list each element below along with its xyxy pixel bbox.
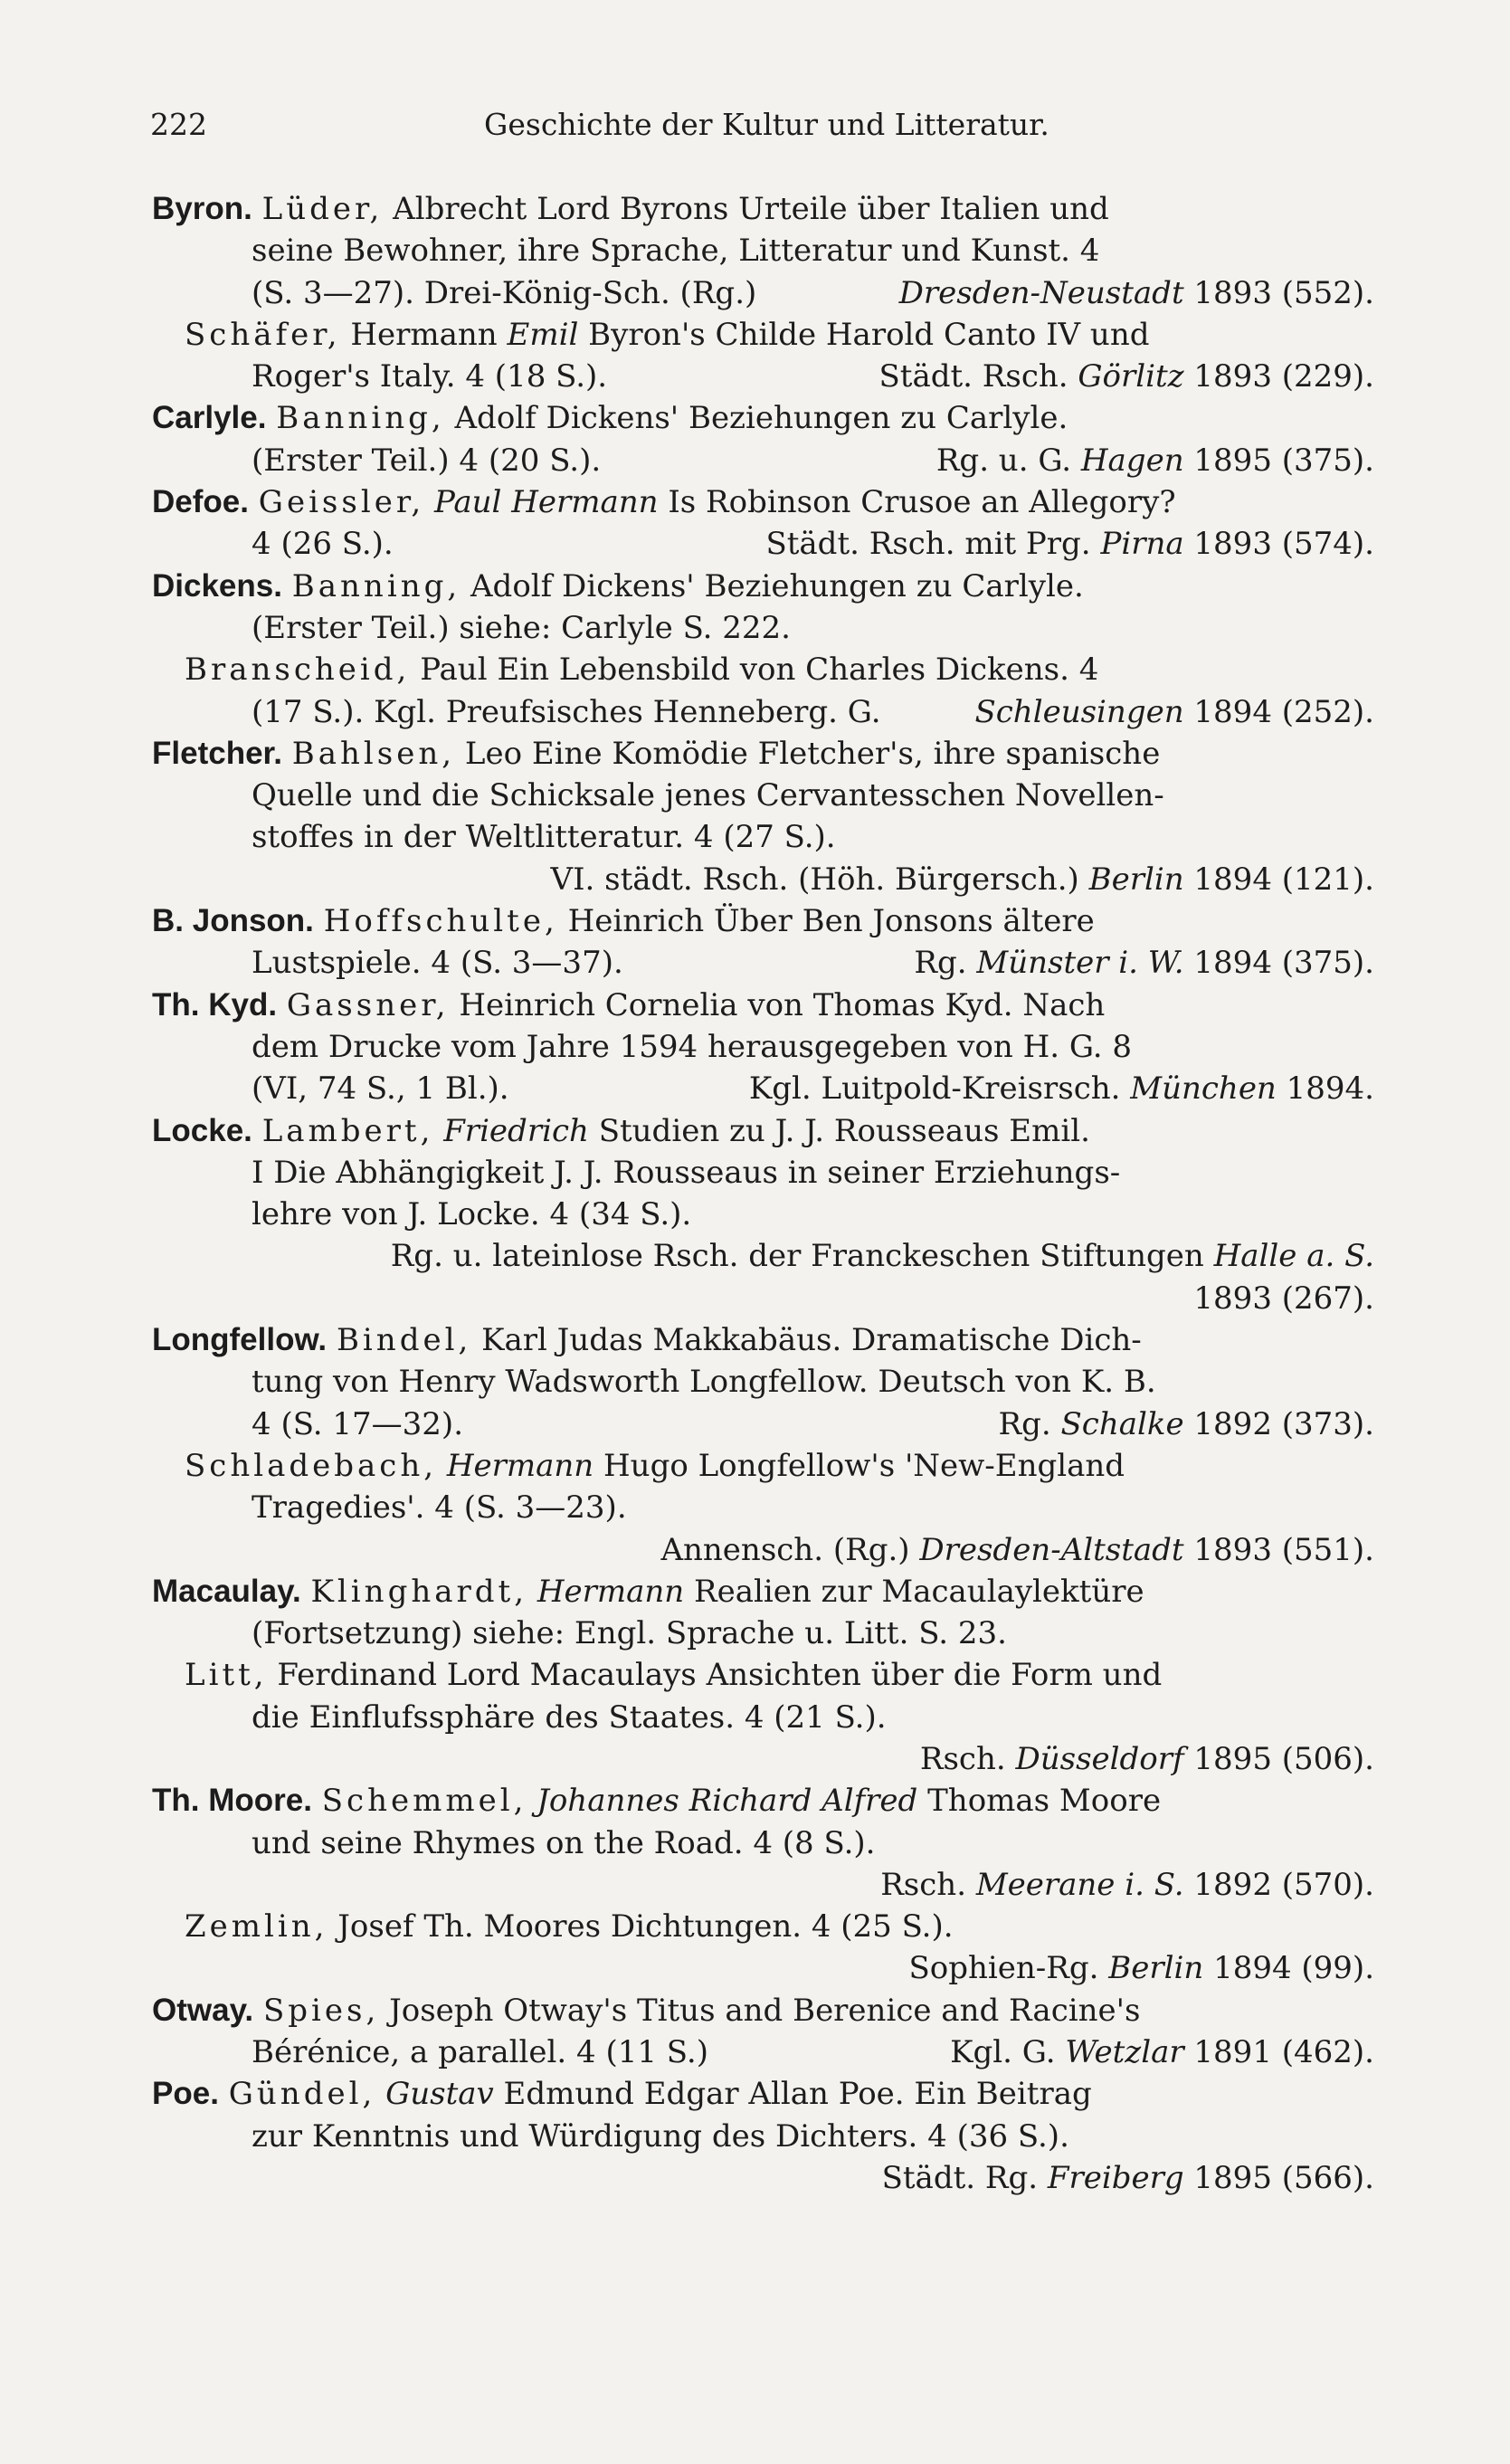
author-surname: Klinghardt, [310,1573,527,1610]
author-surname: Schemmel, [321,1783,527,1820]
year-number: 1895 (375). [1193,442,1374,479]
author-callname: Emil [507,316,579,353]
school-name: Annensch. (Rg.) [660,1531,910,1568]
subject-heading-defoe: Defoe. [152,484,249,520]
school-name: Rg. u. lateinlose Rsch. der Franckeschen Stiftungen [390,1238,1204,1275]
author-surname: Litt, [185,1657,268,1694]
entry-text: Ferdinand Lord Macaulays Ansichten über die Form und [277,1657,1163,1694]
entry-macaulay-line [152,1571,1510,1613]
entry-text: Bérénice, a parallel. 4 (11 S.) [252,2034,708,2071]
author-callname: Gustav [385,2076,494,2113]
entry-line [252,1947,1510,1989]
entry-jonson-line [152,900,1510,942]
school-name: Rg. [998,1405,1051,1442]
place-name: Pirna [1100,526,1184,563]
school-name: Kgl. Luitpold-Kreisrsch. [748,1070,1121,1108]
entry-line [252,1235,1510,1277]
school-name: Städt. Rg. [881,2159,1039,2196]
entry-line [252,230,1510,271]
entry-line [252,1361,1510,1403]
entry-text: (S. 3—27). Drei-König-Sch. (Rg.) [252,274,757,311]
place-name: Münster i. W. [976,945,1184,982]
entry-place-year [950,2031,1374,2073]
entry-text: 4 (26 S.). [252,526,394,563]
entry-place-year [882,2157,1374,2199]
subject-heading-fletcher: Fletcher. [152,735,282,771]
entry-text: dem Drucke vom Jahre 1594 herausgegeben von H. G. 8 [252,1028,1133,1065]
entry-text: Tragedies'. 4 (S. 3—23). [252,1489,627,1527]
place-name: Halle a. S. [1213,1238,1374,1275]
author-surname: Branscheid, [185,652,411,689]
year-number: 1895 (566). [1193,2159,1374,2196]
entry-locke-line [152,1110,1510,1152]
year-number: 1894. [1286,1070,1374,1108]
entry-text: Lustspiele. 4 (S. 3—37). [252,945,623,982]
school-name: Rsch. [919,1740,1006,1777]
entry-line [252,942,1510,984]
entry-text: Heinrich Cornelia von Thomas Kyd. Nach [459,986,1106,1023]
school-name: Kgl. G. [950,2034,1056,2071]
school-name: Städt. Rsch. [878,358,1068,395]
entry-line [252,1026,1510,1068]
place-name: Berlin [1088,861,1184,898]
entry-text: (Erster Teil.) siehe: Carlyle S. 222. [252,609,791,646]
entry-text: tung von Henry Wadsworth Longfellow. Deutsch von K. B. [252,1364,1156,1401]
entry-longfellow-line [152,1319,1510,1361]
author-surname: Spies, [262,1992,380,2029]
year-number: 1892 (373). [1193,1405,1374,1442]
entry-text: Byron's Childe Harold Canto IV und [588,316,1150,353]
author-surname: Geissler, [258,484,425,521]
entry-text: Heinrich Über Ben Jonsons ältere [567,903,1095,940]
place-name: Berlin [1108,1950,1204,1987]
entry-text: Adolf Dickens' Beziehungen zu Carlyle. [454,400,1068,437]
entry-place-year [899,272,1374,314]
subject-heading-jonson: B. Jonson. [152,903,314,939]
entry-line [252,691,1510,733]
entry-poe-line [152,2073,1510,2115]
entry-line [252,1864,1510,1906]
entry-text: 4 (S. 17—32). [252,1405,463,1442]
entry-text: lehre von J. Locke. 4 (34 S.). [252,1196,692,1233]
entry-text: Leo Eine Komödie Fletcher's, ihre spanische [464,735,1161,772]
entry-line [252,1278,1510,1319]
subject-heading-kyd: Th. Kyd. [152,986,278,1023]
subject-heading-byron: Byron. [152,191,252,226]
place-name: Görlitz [1078,358,1184,395]
subject-heading-locke: Locke. [152,1112,252,1148]
running-head [0,107,1510,152]
year-number: 1894 (252). [1193,693,1374,730]
author-surname: Hoffschulte, [323,903,558,940]
entry-text: (17 S.). Kgl. Preufsisches Henneberg. G. [252,693,881,730]
place-name: Schalke [1060,1405,1184,1442]
entry-text: (Fortsetzung) siehe: Engl. Sprache u. Litt. S. 23. [252,1615,1007,1652]
entry-text: seine Bewohner, ihre Sprache, Litteratur und Kunst. 4 [252,233,1100,270]
entry-place-year [974,691,1374,733]
entry-place-year [936,440,1374,481]
entry-line [252,2157,1510,2199]
entry-text: Paul Ein Lebensbild von Charles Dickens. 4 [420,652,1099,689]
author-callname: Paul [433,484,502,521]
entry-text: Realien zur Macaulaylektüre [693,1573,1144,1610]
entry-line [252,2116,1510,2157]
entry-text: die Einflufssphäre des Staates. 4 (21 S.). [252,1698,887,1736]
entry-text: Is Robinson Crusoe an Allegory? [668,484,1176,521]
place-name: Meerane i. S. [975,1866,1184,1903]
entry-line [185,1906,1510,1947]
entry-line [252,1152,1510,1194]
author-surname: Banning, [291,567,461,604]
entry-line [185,314,1510,356]
entry-line [252,523,1510,565]
entry-line [185,649,1510,690]
entry-line [252,2031,1510,2073]
entry-text: zur Kenntnis und Würdigung des Dichters. 4 (36 S.). [252,2117,1069,2155]
author-callname: Hermann [537,1573,685,1610]
author-surname: Schäfer, [185,316,341,353]
entry-place-year [914,942,1374,984]
entry-carlyle-line [152,397,1510,439]
entry-text: Josef Th. Moores Dichtungen. 4 (25 S.). [337,1908,954,1946]
entry-dickens-line [152,566,1510,607]
entry-line [252,1529,1510,1571]
entry-line [185,1654,1510,1696]
place-name: Freiberg [1047,2159,1184,2196]
year-number: 1893 (552). [1193,274,1374,311]
entry-place-year [999,1403,1374,1445]
bibliography-list [0,188,1510,2199]
place-name: Wetzlar [1065,2034,1184,2071]
author-callname: Hermann [511,484,659,521]
year-number: 1893 (267). [1193,1280,1374,1317]
entry-line [252,440,1510,481]
entry-line [252,859,1510,900]
author-surname: Banning, [276,400,445,437]
subject-heading-macaulay: Macaulay. [152,1573,301,1609]
entry-text: Edmund Edgar Allan Poe. Ein Beitrag [503,2076,1092,2113]
entry-line [252,1194,1510,1235]
entry-text: Thomas Moore [927,1783,1162,1820]
entry-text: Studien zu J. J. Rousseaus Emil. [598,1112,1090,1149]
entry-text: Hugo Longfellow's 'New-England [603,1447,1125,1484]
school-name: Städt. Rsch. mit Prg. [765,526,1091,563]
subject-heading-moore: Th. Moore. [152,1783,312,1819]
entry-line [252,272,1510,314]
author-surname: Bahlsen, [291,735,456,772]
author-callname: Friedrich [443,1112,589,1149]
entry-place-year [908,1947,1374,1989]
entry-line [252,1403,1510,1445]
entry-line [252,607,1510,649]
place-name: Dresden-Neustadt [898,274,1184,311]
year-number: 1892 (570). [1193,1866,1374,1903]
entry-text: (VI, 74 S., 1 Bl.). [252,1070,509,1108]
entry-place-year [551,859,1374,900]
entry-line [185,1445,1510,1487]
subject-heading-carlyle: Carlyle. [152,400,267,436]
entry-kyd-line [152,985,1510,1026]
place-name: Dresden-Altstadt [919,1531,1184,1568]
place-name: Schleusingen [974,693,1184,730]
entry-line [252,775,1510,816]
author-surname: Zemlin, [185,1908,328,1946]
entry-defoe-line [152,481,1510,523]
year-number: 1895 (506). [1193,1740,1374,1777]
entry-line [252,1822,1510,1864]
entry-place-year [391,1235,1374,1277]
entry-byron-line [152,188,1510,230]
entry-line [252,816,1510,858]
entry-line [252,1068,1510,1109]
school-name: VI. städt. Rsch. (Höh. Bürgersch.) [550,861,1079,898]
author-surname: Lüder, [261,191,384,227]
school-name: Rg. [914,945,967,982]
entry-text: stoffes in der Weltlitteratur. 4 (27 S.). [252,819,836,856]
school-name: Rsch. [880,1866,966,1903]
year-number: 1891 (462). [1193,2034,1374,2071]
author-surname: Schladebach, [185,1447,438,1484]
entry-text: Hermann [350,316,498,353]
year-number: 1893 (229). [1193,358,1374,395]
author-surname: Gündel, [228,2076,376,2113]
entry-text: Adolf Dickens' Beziehungen zu Carlyle. [470,567,1084,604]
entry-text: Karl Judas Makkabäus. Dramatische Dich- [481,1322,1142,1359]
subject-heading-otway: Otway. [152,1992,254,2028]
subject-heading-dickens: Dickens. [152,567,282,604]
author-callname: Hermann [446,1447,594,1484]
entry-moore-line [152,1780,1510,1822]
year-number: 1893 (551). [1193,1531,1374,1568]
author-callname: Johannes Richard Alfred [537,1783,918,1820]
author-surname: Gassner, [286,986,450,1023]
entry-text: I Die Abhängigkeit J. J. Rousseaus in seiner Erziehungs- [252,1154,1121,1191]
entry-line [252,1738,1510,1780]
year-number: 1893 (574). [1193,526,1374,563]
year-number: 1894 (121). [1193,861,1374,898]
entry-text: Quelle und die Schicksale jenes Cervantesschen Novellen- [252,777,1164,814]
page-number: 222 [150,107,207,142]
entry-fletcher-line [152,733,1510,775]
entry-text: (Erster Teil.) 4 (20 S.). [252,442,602,479]
school-name: Rg. u. G. [935,442,1072,479]
entry-line [252,356,1510,397]
place-name: München [1130,1070,1277,1108]
entry-place-year [660,1529,1374,1571]
entry-text: und seine Rhymes on the Road. 4 (8 S.). [252,1824,876,1861]
running-title: Geschichte der Kultur und Litteratur. [484,107,1049,142]
subject-heading-poe: Poe. [152,2076,219,2112]
entry-line [252,1613,1510,1654]
author-surname: Lambert, [261,1112,434,1149]
entry-place-year [879,356,1375,397]
entry-text: Joseph Otway's Titus and Berenice and Racine's [389,1992,1141,2029]
year-number: 1894 (99). [1213,1950,1374,1987]
entry-line [252,1487,1510,1528]
entry-text: Roger's Italy. 4 (18 S.). [252,358,608,395]
place-name: Hagen [1080,442,1184,479]
entry-place-year [765,523,1374,565]
entry-place-year [880,1864,1374,1906]
school-name: Sophien-Rg. [908,1950,1099,1987]
subject-heading-longfellow: Longfellow. [152,1322,328,1358]
entry-place-year [749,1068,1374,1109]
place-name: Düsseldorf [1015,1740,1184,1777]
entry-line [252,1697,1510,1738]
entry-place-year [920,1738,1374,1780]
year-number: 1894 (375). [1193,945,1374,982]
entry-text: Albrecht Lord Byrons Urteile über Italien und [393,191,1109,227]
author-surname: Bindel, [336,1322,472,1359]
entry-otway-line [152,1990,1510,2031]
